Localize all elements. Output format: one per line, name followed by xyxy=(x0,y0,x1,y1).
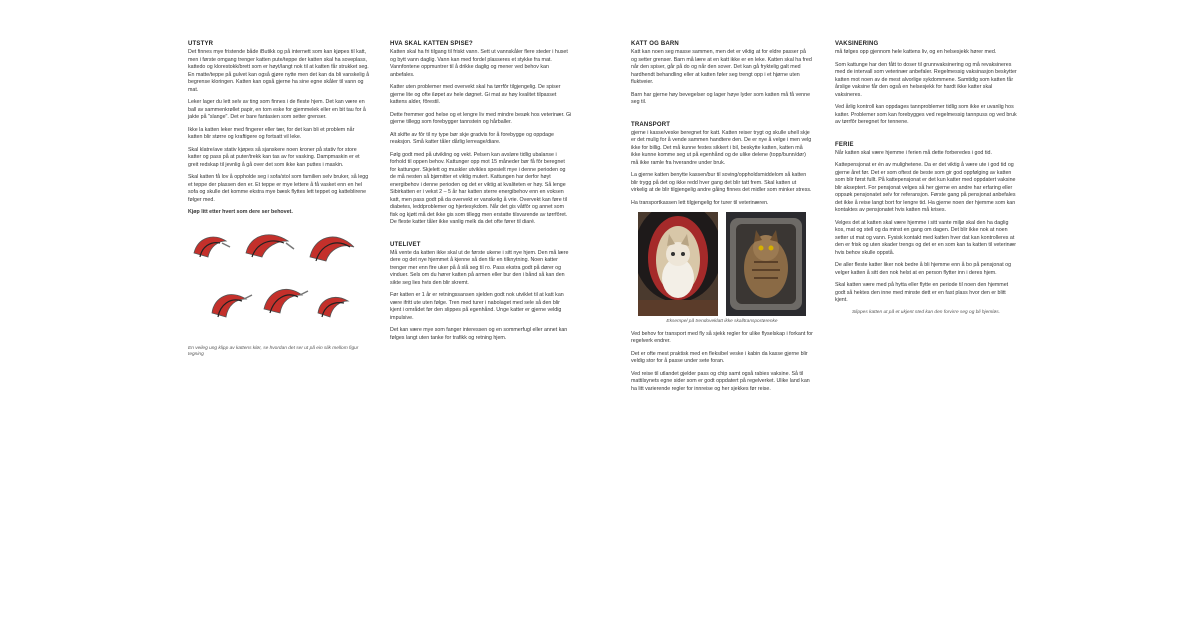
cat-in-carrier-photo-1 xyxy=(638,212,718,316)
column-food xyxy=(390,40,572,347)
paragraph: Ved behov for transport med fly så sjekk regler for ulike flyselskap i forkant for regelverk endrer. xyxy=(631,330,813,344)
claw-drawing xyxy=(188,225,360,343)
heading-holiday: FERIE xyxy=(835,141,854,148)
paragraph: Katt kan noen seg masse sammen, men det er viktig at for eldre passer på og setter grenser. Barn må lære at en katt ikke er en leke. Katten skal ha fred når den spiser, går på do og når den sover. Det kan gå fryktelig galt med hardhendt behandling eller at katten føler seg trengt opp i et hjørne uten fluktveier. xyxy=(631,49,812,85)
paragraph: Skal katten være med på hytta eller flytte en periode til noen den hjemmet godt så hektes den inne med minste dett er en fast plass hvor den er blitt kjent. xyxy=(835,282,1009,303)
paragraph: Kattepensjonat er én av mulighetene. Da er det viktig å være ute i god tid og gjerne året før. Det er som oftest de beste som gir god oppfølging av katten som blir først fullt. På kattepensjonat er det kun katter med oppdatert vaksine blir akseptert. For pensjonat velges så her gjerne en andre har erfaring eller oppsøk pensjonatet selv for referansjon. Første gang på pensjonat anbefales det ikke å reise langt bort for lengre tid. Ha gjerne noen der hjemme som kan kontaktes av pensjonatet hvis katten må krises. xyxy=(835,162,1016,213)
paragraph: Når katten skal være hjemme i ferien må dette forberedes i god tid. xyxy=(835,149,992,156)
claw-top-middle xyxy=(246,234,294,256)
paragraph: Det kan være mye som fanger interessen og en sommerfugl eller annet kan følges langt uten tanke for trafikk og retning hjem. xyxy=(390,327,568,341)
paragraph: Som kattunge har den fått to doser til grunnvaksinering og må revaksineres med de intervall som veterinær anbefaler. Regelmessig vaksinasjon beskytter katten mot noen av de mest alvorlige sykdommene. Samtidig som katten får årslige vaksine får den også en helsesjekk for hardt ikke katter skal vaksineres. xyxy=(835,61,1017,98)
closing-note: Slippes katten ut på et ukjent sted kan den forvirre seg og bli hjemløs. xyxy=(852,309,1000,315)
paragraph: Barn har gjerne høy bevegelser og lager høye lyder som katten må få venne seg til. xyxy=(631,91,811,105)
paragraph: Katten skal ha fri tilgang til friskt vann. Sett ut vannskåler flere steder i huset og bytt vann daglig. Vann kan med fordel plasseres et stykke fra mat. Vannfontene oppmuntrer til å drikke daglig og mener ved behov kan anbefales. xyxy=(390,49,568,78)
paragraph: Ikke la katten leker med fingerer eller tær, for det kan bli et problem når katten blir større og kraftigere og fortsatt vil leke. xyxy=(188,126,355,140)
transport-photos xyxy=(631,212,813,316)
claw-top-left xyxy=(194,237,230,257)
paragraph: Ha transportkassen lett tilgjengelig for turer til veterinæren. xyxy=(631,199,769,206)
paragraph: Skal katten få lov å oppholde seg i sofa/stol som familien selv bruker, så legg et teppe der plassen den er. Et teppe er mye lettere å få vasket enn en hel sofa og skulle det komme ekstra mye bæsk flyttes lett teppet og katteblirene følger med. xyxy=(188,174,369,203)
claw-bottom-left xyxy=(212,294,252,316)
heading-cat-and-children: KATT OG BARN xyxy=(631,41,679,47)
claw-illustration xyxy=(188,225,360,343)
paragraph: Ved reise til utlandet gjelder pass og chip samt også rabies vaksine. Så til mattilsynets egne sider som er godt oppdatert på regelverket. Ulike land kan ha litt varierende regler for innreise og her sjekkes før reise. xyxy=(631,370,810,392)
paragraph: Før katten er 1 år er retningssansen sjelden godt nok utviklet til at katt kan være ifritt ute uten følge. Tren med turer i nabolaget med sele så den blir kjent i området før den slippes på egenhånd. Unge katter er gjerne veldig impulsive. xyxy=(390,292,564,321)
claw-bottom-right xyxy=(318,297,348,317)
heading-transport: TRANSPORT xyxy=(631,121,671,128)
cat-in-carrier-photo-2 xyxy=(726,212,806,316)
paragraph: Dette fremmer god helse og et lengre liv med mindre besøk hos veterinær. Gi gjerne tillegg som forebygger tannstein og hårballer. xyxy=(390,111,572,125)
paragraph: Skal klatre/ave stativ kjøpes så sjanskere noen kroner på stativ for store katter og pass på at puter/trekk kan tas av for vasking. Dampmaskin er et greit redskap til jevnlig å gå over det som ikke kan puttes i maskin. xyxy=(188,146,360,168)
paragraph: Ved årlig kontroll kan oppdages tannproblemer tidlig som ikke er uvanlig hos katter. Problemer som kan forebygges ved regelmessig tannpuss og ved bruk av tørrfôr beregnet for tennene. xyxy=(835,104,1017,125)
claw-bottom-middle xyxy=(264,289,308,313)
paragraph: Må vente da katten ikke skal ut de første ukene i sitt nye hjem. Den må lære dere og det nye hjemmet å kjenne så den får en tilknytning. Noen katter trenger mer enn fire uker på å slå seg til ro. Pass ekstra godt på dører og vinduer. Sels om du hører katten på armen eller bur den i bånd så kan den sikte seg lies hvis den blir skremt. xyxy=(390,249,569,286)
column-equipment xyxy=(188,40,370,359)
heading-outdoor: UTELIVET xyxy=(390,241,421,248)
paragraph: Det er ofte mest praktisk med en fleksibel veske i kabin da kasse gjerne blir veldig stor for å passe under sete foran. xyxy=(631,350,808,364)
paragraph: De aller fleste katter liker nok bedre å bli hjemme enn å bo på pensjonat og velger katten å sitt den nok helst at en person flytter inn i deres hjem. xyxy=(835,262,1012,276)
paragraph: Følg godt med på utvikling og vekt. Pelsen kan avsløre tidlig ubalanse i forhold til oppen behov. Kattunger opp mot 15 måneder bør få fôr beregnet for kattunger. Skjelett og muskler utvikles spesielt mye i denne perioden og de må nesten så bjørnitter et viktig mutert. Kattungen har derfor høyt energibehov i denne perioden og det er viktig at kvaliteten er høy. Så lenge Sibirkatten er i vekst 2 – 5 år har katten sterre energibehov enn en voksen katt, men pass godt på da overvekt er vanskelig å vrie. Overvekt kan føre til diabetes, leddproblemer og hjertesykdom. Når det gis våtfôr og annet som fisk og kjøtt må det ikke gis som tillegg men erstatte tilsvarende av tørrfôret. De fleste katter tåler ikke vanlig melk da det ofte fører til diaré. xyxy=(390,151,568,225)
column-children-transport xyxy=(631,40,813,398)
paragraph: gjerne i kasse/veske beregnet for katt. Katten reiser trygt og skulle uhell skje er det mulig for å vende sammen handtere den. De er nye å velge i men velg ikke for billig. Det må kunne festes sikkert i bil, beskytte katten, katten må ikke kunne komme seg ut på egenhånd og de ulike delene (topp/bunn/dør) må ikke ramle fra hverandre under bruk. xyxy=(631,129,812,166)
heading-vaccination: VAKSINERING xyxy=(835,41,879,47)
heading-equipment: UTSTYR xyxy=(188,41,214,47)
paragraph: må følges opp gjennom hele kattens liv, og en helsesjekk hører med. xyxy=(835,49,997,55)
bold-advice: Kjøp litt etter hvert som dere ser behovet. xyxy=(188,209,293,215)
heading-food: HVA SKAL KATTEN SPISE? xyxy=(390,41,473,47)
paragraph: Katter uten problemer med overvekt skal ha tørrfôr tilgjengelig. De spiser gjerne lite og ofte iløpet av hele døgnet. Gi mat av høy kvalitet tilpasset kattens alder, fôrestil. xyxy=(390,84,561,105)
claw-caption: En veileg ung klipp av kattens klør, se hvordan det ser ut på ein slik mellom figur tegning xyxy=(188,345,359,357)
paragraph: Det finnes mye fristende både iButikk og på internett som kan kjøpes til katt, men i første omgang trenger katten pute/teppe der katten skal ha soveplass, kattedo og klorestokk/brett som er høyt/langt nok til at katten får strukket seg. En matte/teppe på gulvet kan også gjøre nytte men det kan da bli vanskelig å begrense kloringen. Katten kan også gjerne ha sine egne skåler til vann og mat. xyxy=(188,49,370,93)
column-vaccination-holiday xyxy=(835,40,1017,316)
paragraph: Leker lager du lett selv av ting som finnes i de fleste hjem. Det kan være en ball av sammenkrøllet papir, en tom eske for gjemmelek eller en bit tau for å jakte på "slange". Det er bare fantasien som setter grenser. xyxy=(188,99,366,120)
paragraph: La gjerne katten benytte kassen/bur til soving/oppholdsmiddelom så katten blir trygg på det og ikke redd hver gang det blir tatt frem. Skal katten ut virkelig at de blir tilgjengelig andre gåing finnes det midler som minker stress. xyxy=(631,172,812,193)
claw-top-right xyxy=(310,236,354,260)
paragraph: Alt skifte av fôr til ny type bør skje gradvis for å forebygge og oppdage reaksjon. Små katter tåler dårlig lerreage/diare. xyxy=(390,131,554,145)
paragraph: Velges det at katten skal være hjemme i sitt vante miljø skal den ha daglig kos, mat og stell og da minst en gang om dagen. Det blir ikke nok at noen setter ut mat og vann. Fysisk kontakt med katten hver dat kan kontrolleres at den er frisk og uten skader trengs og det er en som kan ta katten til veterinær hvis behov skulle oppstå. xyxy=(835,219,1017,256)
photo-caption: Eksempel på trendoveklatt ikke skalltransportørenke xyxy=(666,319,778,324)
